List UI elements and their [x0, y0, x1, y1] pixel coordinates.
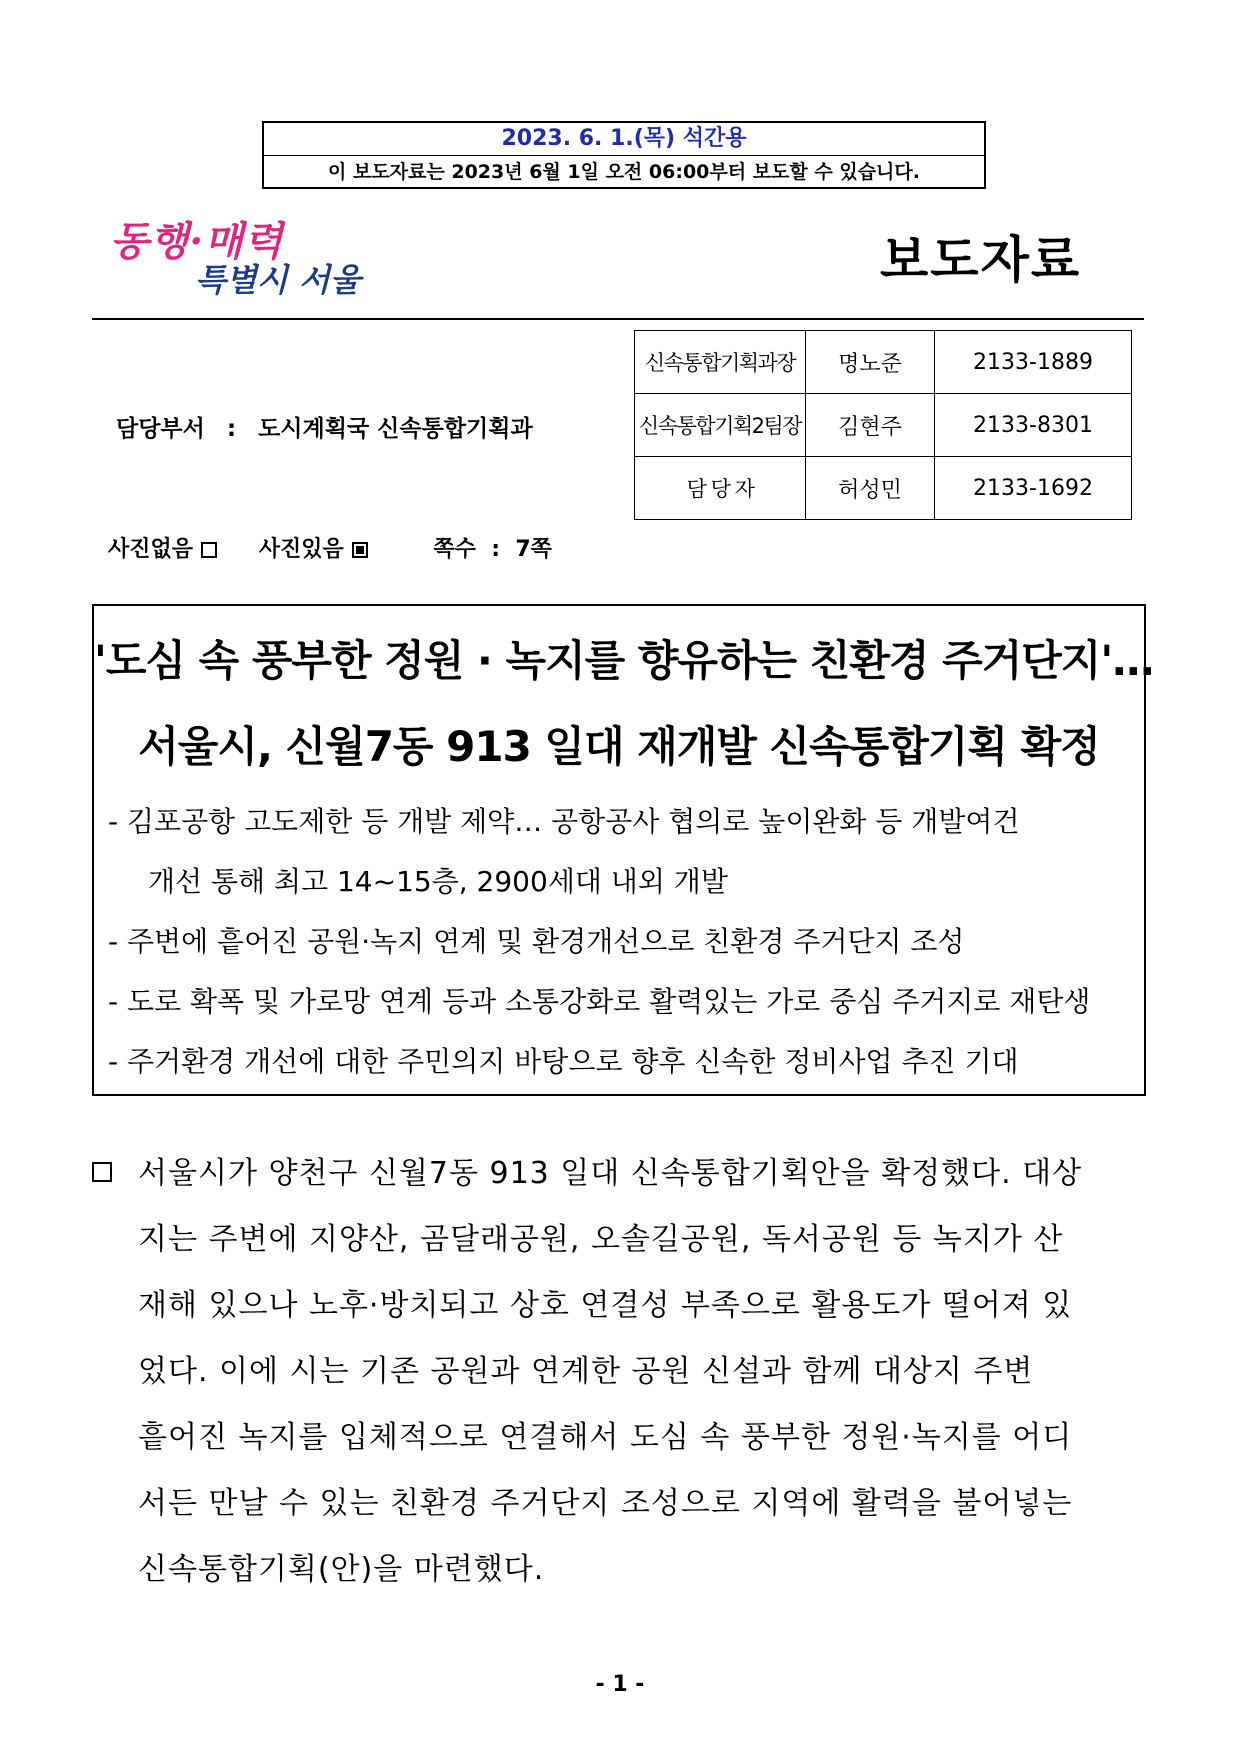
page-number: - 1 -: [595, 1672, 645, 1697]
contacts-table: [634, 330, 1132, 520]
pages-value: 7쪽: [515, 537, 552, 562]
embargo-notice: 이 보도자료는 2023년 6월 1일 오전 06:00부터 보도할 수 있습니다.: [328, 161, 920, 183]
paragraph-line: 서울시가 양천구 신월7동 913 일대 신속통합기획안을 확정했다. 대상: [138, 1156, 1083, 1191]
with-photo-option: [259, 532, 368, 563]
paragraph-marker-icon: [92, 1162, 112, 1182]
release-date: 2023. 6. 1.(목) 석간용: [264, 123, 984, 156]
photo-info: [108, 532, 552, 563]
body-paragraph: [138, 1141, 1156, 1603]
contact-phone: 2133-1889: [935, 331, 1132, 394]
seoul-logo: [110, 210, 361, 300]
embargo-box: [262, 121, 986, 189]
headline-title: '도심 속 풍부한 정원 · 녹지를 향유하는 친환경 주거단지'…: [94, 636, 1154, 685]
page-count: [433, 537, 552, 562]
header-divider: [92, 318, 1144, 320]
headline-subtitle: 서울시, 신월7동 913 일대 재개발 신속통합기획 확정: [138, 722, 1100, 771]
department-colon: :: [226, 416, 237, 442]
pages-label: 쪽수: [433, 537, 476, 562]
contact-name: 김현주: [806, 394, 935, 457]
department-label: 담당부서: [116, 416, 205, 442]
no-photo-checkbox-icon: [201, 542, 217, 558]
bullet-item: - 도로 확폭 및 가로망 연계 등과 소통강화로 활력있는 가로 중심 주거지로 재탄생: [108, 985, 1091, 1018]
paragraph-line: 신속통합기획(안)을 마련했다.: [138, 1552, 545, 1587]
document-title: 보도자료: [880, 231, 1082, 289]
department-line: [116, 410, 533, 443]
logo-city: 특별시 서울: [195, 261, 361, 299]
with-photo-checkbox-icon: [352, 542, 368, 558]
paragraph-line: 흩어진 녹지를 입체적으로 연결해서 도심 속 풍부한 정원·녹지를 어디: [138, 1420, 1073, 1455]
no-photo-option: [108, 532, 217, 563]
table-row: [635, 457, 1132, 520]
contact-phone: 2133-1692: [935, 457, 1132, 520]
paragraph-line: 었다. 이에 시는 기존 공원과 연계한 공원 신설과 함께 대상지 주변: [138, 1354, 1034, 1389]
bullet-item: - 주거환경 개선에 대한 주민의지 바탕으로 향후 신속한 정비사업 추진 기대: [108, 1045, 1019, 1078]
contact-name: 명노준: [806, 331, 935, 394]
headline-box: [92, 604, 1154, 1096]
contact-phone: 2133-8301: [935, 394, 1132, 457]
contact-role: 신속통합기획2팀장: [635, 394, 806, 457]
bullet-item: - 김포공항 고도제한 등 개발 제약… 공항공사 협의로 높이완화 등 개발여건: [108, 805, 1020, 838]
paragraph-line: 서든 만날 수 있는 친환경 주거단지 조성으로 지역에 활력을 불어넣는: [138, 1486, 1073, 1521]
table-row: [635, 331, 1132, 394]
table-row: [635, 394, 1132, 457]
paragraph-line: 지는 주변에 지양산, 곰달래공원, 오솔길공원, 독서공원 등 녹지가 산: [138, 1222, 1064, 1257]
bullet-item: - 주변에 흩어진 공원·녹지 연계 및 환경개선으로 친환경 주거단지 조성: [108, 925, 965, 958]
contact-name: 허성민: [806, 457, 935, 520]
bullet-item-continuation: 개선 통해 최고 14~15층, 2900세대 내외 개발: [148, 865, 728, 898]
logo-slogan: 동행·매력: [110, 218, 284, 265]
pages-colon: :: [491, 537, 501, 562]
department-value: 도시계획국 신속통합기획과: [258, 416, 533, 442]
no-photo-label: 사진없음: [108, 537, 194, 562]
contact-role: 신속통합기획과장: [635, 331, 806, 394]
contact-role: 담 당 자: [635, 457, 806, 520]
paragraph-line: 재해 있으나 노후·방치되고 상호 연결성 부족으로 활용도가 떨어져 있: [138, 1288, 1073, 1323]
headline-bullets: [108, 792, 1140, 1092]
with-photo-label: 사진있음: [258, 537, 344, 562]
